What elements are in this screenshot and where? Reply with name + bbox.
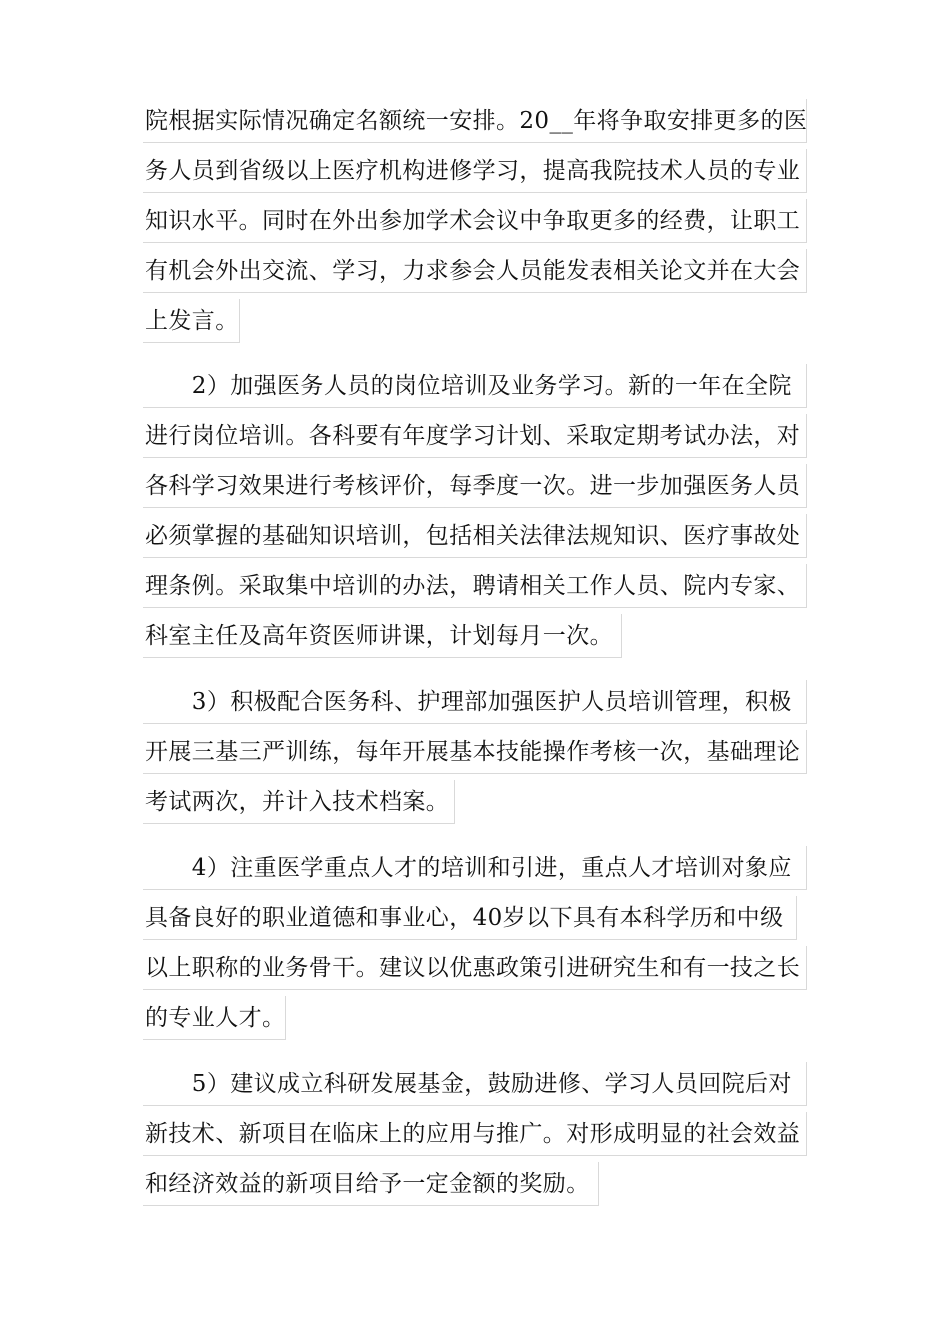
paragraph-4 xyxy=(143,843,800,1043)
paragraph-5 xyxy=(143,1059,800,1209)
text-line: 务人员到省级以上医疗机构进修学习，提高我院技术人员的专业 xyxy=(143,146,807,196)
text-line: 和经济效益的新项目给予一定金额的奖励。 xyxy=(143,1159,800,1209)
text-line: 开展三基三严训练，每年开展基本技能操作考核一次，基础理论 xyxy=(143,727,800,777)
text-line: 新技术、新项目在临床上的应用与推广。对形成明显的社会效益 xyxy=(143,1109,800,1159)
paragraph-1 xyxy=(143,96,807,346)
text-line: 的专业人才。 xyxy=(143,993,800,1043)
text-line: 知识水平。同时在外出参加学术会议中争取更多的经费，让职工 xyxy=(143,196,807,246)
text-line: 上发言。 xyxy=(143,296,807,346)
text-line: 3）积极配合医务科、护理部加强医护人员培训管理，积极 xyxy=(143,677,800,727)
text-line: 4）注重医学重点人才的培训和引进，重点人才培训对象应 xyxy=(143,843,800,893)
text-line: 进行岗位培训。各科要有年度学习计划、采取定期考试办法，对 xyxy=(143,411,800,461)
text-line: 各科学习效果进行考核评价，每季度一次。进一步加强医务人员 xyxy=(143,461,800,511)
paragraph-2 xyxy=(143,361,800,661)
text-line: 理条例。采取集中培训的办法，聘请相关工作人员、院内专家、 xyxy=(143,561,800,611)
text-line: 考试两次，并计入技术档案。 xyxy=(143,777,800,827)
text-line: 2）加强医务人员的岗位培训及业务学习。新的一年在全院 xyxy=(143,361,800,411)
text-line: 以上职称的业务骨干。建议以优惠政策引进研究生和有一技之长 xyxy=(143,943,800,993)
text-line: 科室主任及高年资医师讲课，计划每月一次。 xyxy=(143,611,800,661)
paragraph-3 xyxy=(143,677,800,827)
text-line: 5）建议成立科研发展基金，鼓励进修、学习人员回院后对 xyxy=(143,1059,800,1109)
text-line: 院根据实际情况确定名额统一安排。20__年将争取安排更多的医 xyxy=(143,96,807,146)
text-line: 必须掌握的基础知识培训，包括相关法律法规知识、医疗事故处 xyxy=(143,511,800,561)
text-line: 有机会外出交流、学习，力求参会人员能发表相关论文并在大会 xyxy=(143,246,807,296)
text-line: 具备良好的职业道德和事业心，40岁以下具有本科学历和中级 xyxy=(143,893,800,943)
